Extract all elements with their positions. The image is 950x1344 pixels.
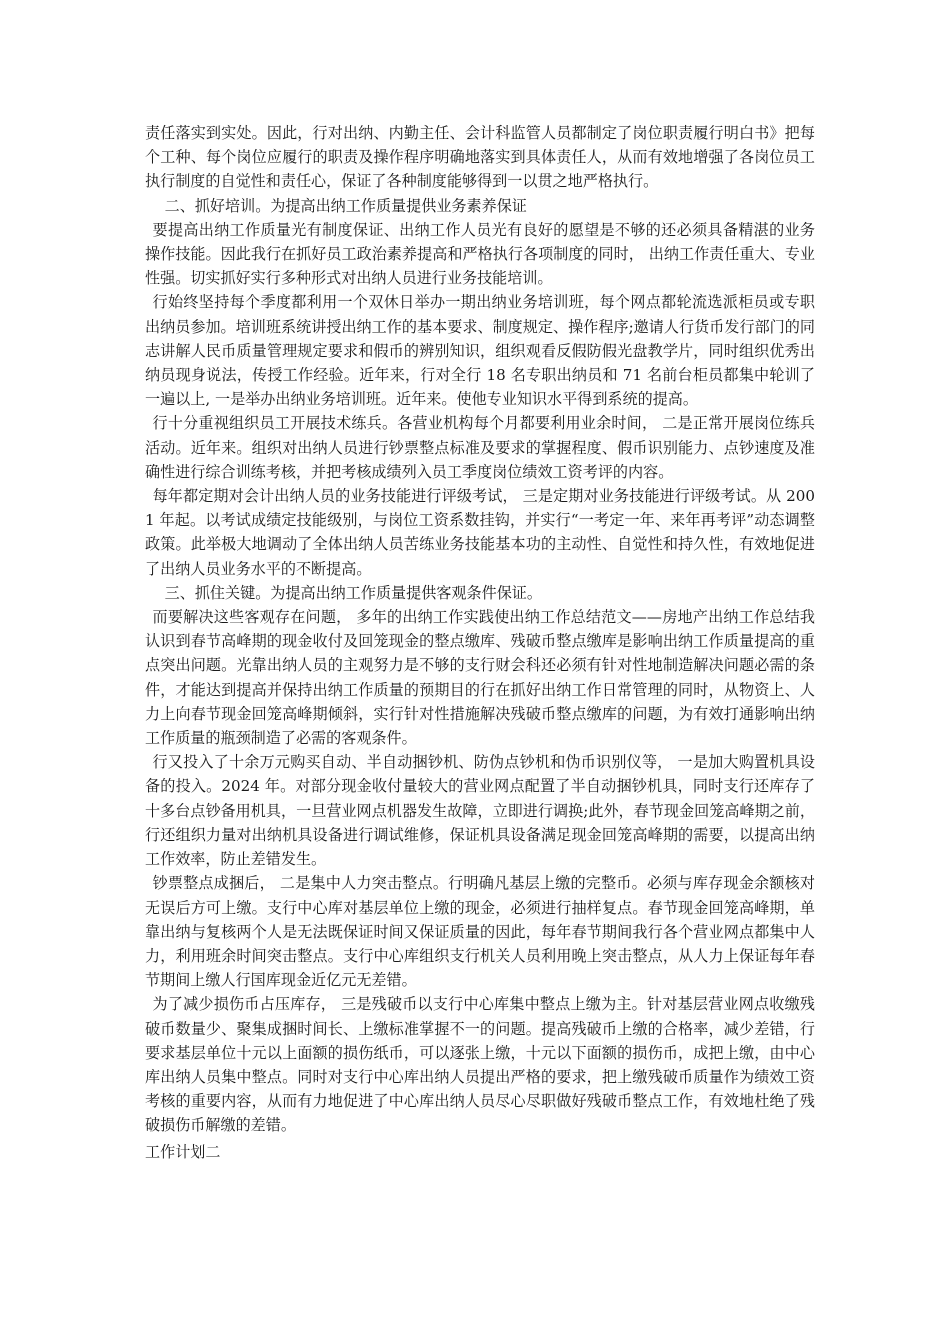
paragraph-training-classes: 行始终坚持每个季度都利用一个双休日举办一期出纳业务培训班，每个网点都轮流选派柜员或专职出纳员参加。培训班系统讲授出纳工作的基本要求、制度规定、操作程序;邀请人行货币发行部门的同志讲解人民币质量管理规定要求和假币的辨别知识，组织观看反假防假光盘教学片，同时组织优秀出纳员现身说法，传授工作经验。近年来，行对全行 18 名专职出纳员和 71 名前台柜员都集中轮训了一遍以上, 一是举办出纳业务培训班。近年来。使他专业知识水平得到系统的提高。	[145, 293, 815, 409]
paragraph-damaged-currency: 为了减少损伤币占压库存， 三是残破币以支行中心库集中整点上缴为主。针对基层营业网点收缴残破币数量少、聚集成捆时间长、上缴标准掌握不一的问题。提高残破币上缴的合格率，减少差错，行要求基层单位十元以上面额的损伤纸币，可以逐张上缴，十元以下面额的损伤币，成把上缴，由中心库出纳人员集中整点。同时对支行中心库出纳人员提出严格的要求，把上缴残破币质量作为绩效工资考核的重要内容，从而有力地促进了中心库出纳人员尽心尽职做好残破币整点工作，有效地杜绝了残破损伤币解缴的差错。	[145, 995, 815, 1135]
paragraph-training-intro: 要提高出纳工作质量光有制度保证、出纳工作人员光有良好的愿望是不够的还必须具备精湛的业务操作技能。因此我行在抓好员工政治素养提高和严格执行各项制度的同时， 出纳工作责任重大、专业性强。切实抓好实行多种形式对出纳人员进行业务技能培训。	[145, 220, 815, 288]
paragraph-responsibility: 责任落实到实处。因此，行对出纳、内勤主任、会计科监管人员都制定了岗位职责履行明白书》把每个工种、每个岗位应履行的职责及操作程序明确地落实到具体责任人，从而有效地增强了各岗位员工执行制度的自觉性和责任心，保证了各种制度能够得到一以贯之地严格执行。	[145, 124, 815, 191]
heading-section-two: 二、抓好培训。为提高出纳工作质量提供业务素养保证	[164, 196, 527, 215]
heading-section-three: 三、抓住关键。为提高出纳工作质量提供客观条件保证。	[164, 583, 542, 602]
paragraph-skill-drills: 行十分重视组织员工开展技术练兵。各营业机构每个月都要利用业余时间， 二是正常开展岗位练兵活动。近年来。组织对出纳人员进行钞票整点标准及要求的掌握程度、假币识别能力、点钞速度及准确性进行综合训练考核，并把考核成绩列入员工季度岗位绩效工资考评的内容。	[145, 414, 815, 481]
paragraph-equipment-investment: 行又投入了十余万元购买自动、半自动捆钞机、防伪点钞机和伪币识别仪等， 一是加大购置机具设备的投入。2024 年。对部分现金收付量较大的营业网点配置了半自动捆钞机具，同时支行还库存了十多台点钞备用机具，一旦营业网点机器发生故障，立即进行调换;此外，春节现金回笼高峰期之前，行还组织力量对出纳机具设备进行调试维修，保证机具设备满足现金回笼高峰期的需要，以提高出纳工作效率，防止差错发生。	[145, 753, 815, 869]
paragraph-skill-exams: 每年都定期对会计出纳人员的业务技能进行评级考试， 三是定期对业务技能进行评级考试。从 2001 年起。以考试成绩定技能级别，与岗位工资系数挂钩，并实行“一考定一年、来年再考评”动态调整政策。此举极大地调动了全体出纳人员苦练业务技能基本功的主动性、自觉性和持久性，有效地促进了出纳人员业务水平的不断提高。	[145, 487, 815, 578]
section-title-work-plan-two: 工作计划二	[145, 1142, 221, 1161]
document-body	[145, 121, 815, 1164]
paragraph-key-issues: 而要解决这些客观存在问题， 多年的出纳工作实践使出纳工作总结范文——房地产出纳工作总结我认识到春节高峰期的现金收付及回笼现金的整点缴库、残破币整点缴库是影响出纳工作质量提高的重点突出问题。光靠出纳人员的主观努力是不够的支行财会科还必须有针对性地制造解决问题必需的条件，才能达到提高并保持出纳工作质量的预期目的行在抓好出纳工作日常管理的同时，从物资上、人力上向春节现金回笼高峰期倾斜，实行针对性措施解决残破币整点缴库的问题，为有效打通影响出纳工作质量的瓶颈制造了必需的客观条件。	[145, 608, 815, 748]
paragraph-manpower-counting: 钞票整点成捆后， 二是集中人力突击整点。行明确凡基层上缴的完整币。必须与库存现金余额核对无误后方可上缴。支行中心库对基层单位上缴的现金，必须进行抽样复点。春节现金回笼高峰期，单靠出纳与复核两个人是无法既保证时间又保证质量的因此，每年春节期间我行各个营业网点都集中人力，利用班余时间突击整点。支行中心库组织支行机关人员利用晚上突击整点，从人力上保证每年春节期间上缴人行国库现金近亿元无差错。	[145, 874, 815, 990]
